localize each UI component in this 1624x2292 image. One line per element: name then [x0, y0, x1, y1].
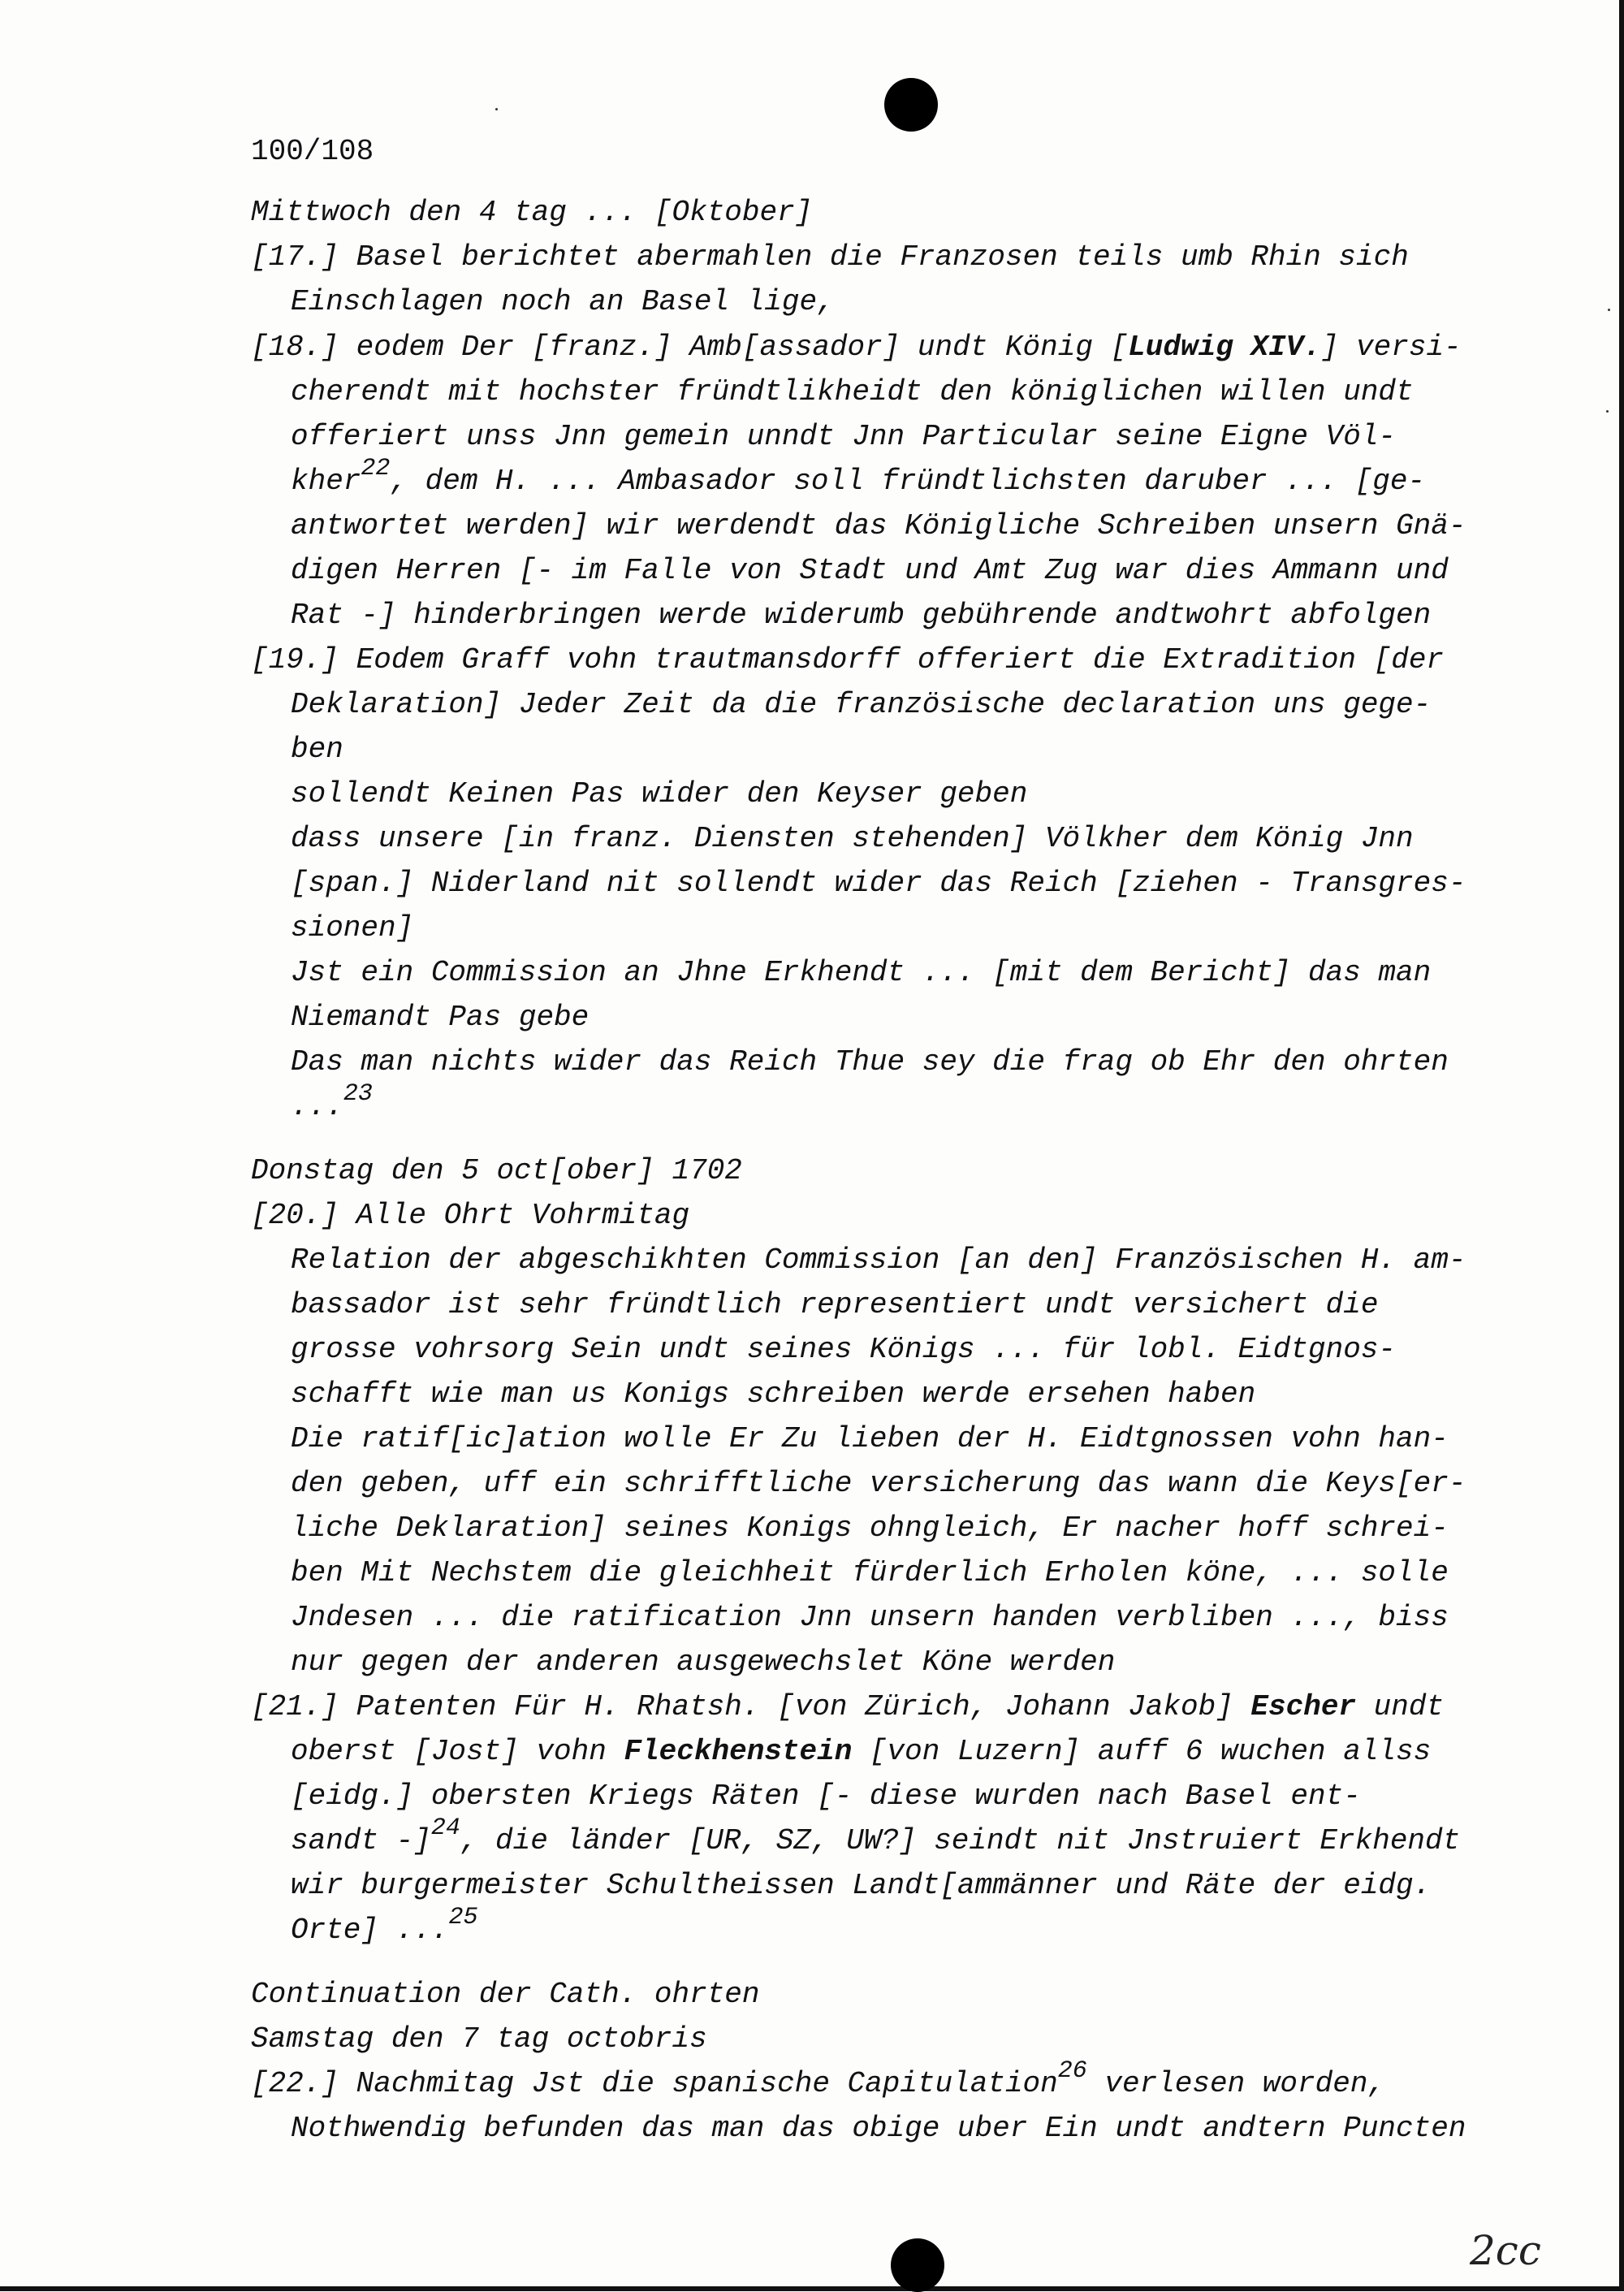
entry-18-line: antwortet werden] wir werdendt das Königliche Schreiben unsern Gnä- — [291, 509, 1466, 543]
entry-19-line: Jst ein Commission an Jhne Erkhendt ... [mit dem Bericht] das man — [291, 956, 1432, 989]
entry-21-line: sandt -]$^{24}$, die länder [UR, SZ, UW?] seindt nit Jnstruiert Erkhendt — [291, 1814, 1461, 1857]
speck — [495, 108, 498, 110]
entry-20-line: grosse vohrsorg Sein undt seines Königs ... für lobl. Eidtgnos- — [291, 1333, 1397, 1366]
entry-20-line: den geben, uff ein schrifftliche versicherung das wann die Keys[er- — [291, 1467, 1466, 1500]
entry-19-line: Das man nichts wider das Reich Thue sey die frag ob Ehr den ohrten — [291, 1045, 1449, 1079]
page-reference: 100/108 — [251, 135, 374, 168]
punch-hole-top — [884, 78, 938, 132]
entry-22-line: [22.] Nachmitag Jst die spanische Capitulation$^{26}$ verlesen worden, — [251, 2057, 1386, 2100]
page-edge-right — [1619, 0, 1624, 2291]
entry-19-line: sionen] — [291, 911, 414, 945]
entry-20-line: bassador ist sehr fründtlich representiert undt versichert die — [291, 1288, 1379, 1321]
footnote-ref: 24 — [430, 1814, 460, 1842]
date-heading: Mittwoch den 4 tag ... [Oktober] — [251, 196, 813, 229]
entry-19-line: Niemandt Pas gebe — [291, 1001, 590, 1034]
entry-19-line: ...$^{23}$ — [291, 1080, 373, 1123]
entry-19-line: ben — [291, 733, 343, 766]
entry-20-line: Jndesen ... die ratification Jnn unsern handen verbliben ..., biss — [291, 1601, 1449, 1634]
footnote-ref: 22 — [361, 455, 391, 482]
name-bold: Fleckhenstein — [624, 1735, 853, 1768]
entry-17-line: [17.] Basel berichtet abermahlen die Franzosen teils umb Rhin sich — [251, 240, 1409, 274]
speck — [1608, 309, 1610, 311]
entry-18-line: digen Herren [- im Falle von Stadt und Amt Zug war dies Ammann und — [291, 554, 1449, 587]
speck — [1606, 410, 1609, 413]
section-heading: Continuation der Cath. ohrten — [251, 1978, 760, 2011]
entry-19-line: Deklaration] Jeder Zeit da die französische declaration uns gege- — [291, 688, 1432, 721]
footnote-ref: 25 — [448, 1904, 478, 1931]
entry-18-line: [18.] eodem Der [franz.] Amb[assador] undt König [Ludwig XIV.] versi- — [251, 331, 1462, 364]
entry-20-line: Die ratif[ic]ation wolle Er Zu lieben der H. Eidtgnossen vohn han- — [291, 1422, 1449, 1455]
entry-20-line: schafft wie man us Konigs schreiben werde ersehen haben — [291, 1377, 1256, 1411]
entry-21-line: [21.] Patenten Für H. Rhatsh. [von Zürich, Johann Jakob] Escher undt — [251, 1690, 1445, 1723]
footnote-ref: 23 — [343, 1080, 373, 1108]
handwritten-folio-note: 2cc — [1470, 2227, 1541, 2274]
entry-19-line: [19.] Eodem Graff vohn trautmansdorff offeriert die Extradition [der — [251, 643, 1445, 677]
entry-21-line: wir burgermeister Schultheissen Landt[ammänner und Räte der eidg. — [291, 1869, 1432, 1902]
entry-20-line: [20.] Alle Ohrt Vohrmitag — [251, 1199, 690, 1232]
page-edge-bottom — [0, 2286, 1624, 2291]
entry-19-line: dass unsere [in franz. Diensten stehenden] Völkher dem König Jnn — [291, 822, 1414, 855]
entry-21-line: [eidg.] obersten Kriegs Räten [- diese wurden nach Basel ent- — [291, 1780, 1361, 1813]
name-bold: Escher — [1250, 1690, 1357, 1723]
entry-18-line: cherendt mit hochster fründtlikheidt den königlichen willen undt — [291, 375, 1414, 409]
entry-19-line: sollendt Keinen Pas wider den Keyser geben — [291, 777, 1028, 811]
footnote-ref: 26 — [1057, 2057, 1087, 2085]
entry-22-line: Nothwendig befunden das man das obige uber Ein undt andtern Puncten — [291, 2112, 1466, 2145]
entry-17-line: Einschlagen noch an Basel lige, — [291, 285, 835, 318]
entry-19-line: [span.] Niderland nit sollendt wider das Reich [ziehen - Transgres- — [291, 867, 1466, 900]
date-heading: Donstag den 5 oct[ober] 1702 — [251, 1154, 742, 1187]
entry-20-line: nur gegen der anderen ausgewechslet Köne werden — [291, 1645, 1116, 1679]
punch-hole-bottom — [891, 2238, 944, 2292]
entry-21-line: oberst [Jost] vohn Fleckhenstein [von Luzern] auff 6 wuchen allss — [291, 1735, 1432, 1768]
entry-20-line: Relation der abgeschikhten Commission [an den] Französischen H. am- — [291, 1243, 1466, 1277]
entry-20-line: ben Mit Nechstem die gleichheit fürderlich Erholen köne, ... solle — [291, 1556, 1449, 1589]
entry-20-line: liche Deklaration] seines Konigs ohngleich, Er nacher hoff schrei- — [291, 1511, 1449, 1545]
name-bold: Ludwig XIV. — [1128, 331, 1321, 364]
entry-21-line: Orte] ...$^{25}$ — [291, 1904, 478, 1947]
entry-18-line: Rat -] hinderbringen werde widerumb gebührende andtwohrt abfolgen — [291, 599, 1432, 632]
entry-18-line: offeriert unss Jnn gemein unndt Jnn Particular seine Eigne Völ- — [291, 420, 1397, 453]
date-heading: Samstag den 7 tag octobris — [251, 2022, 707, 2056]
entry-18-line: kher$^{22}$, dem H. ... Ambasador soll fründtlichsten daruber ... [ge- — [291, 455, 1426, 498]
